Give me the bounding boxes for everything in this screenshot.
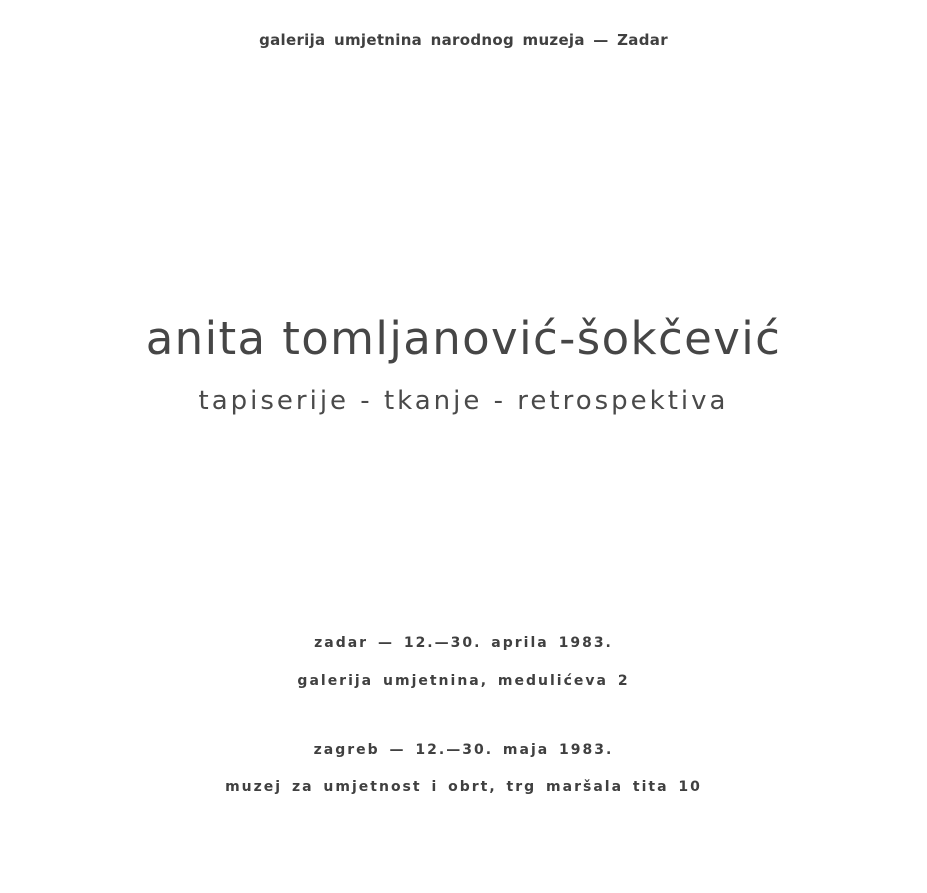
venue-zadar-address: galerija umjetnina, medulićeva 2 — [297, 673, 630, 689]
exhibition-subtitle: tapiserije - tkanje - retrospektiva — [198, 386, 729, 416]
venue-zagreb-dates: zagreb — 12.—30. maja 1983. — [313, 742, 614, 758]
artist-name: anita tomljanović-šokčević — [145, 312, 782, 365]
venue-zagreb-address: muzej za umjetnost i obrt, trg maršala tita 10 — [225, 779, 702, 795]
venue-zadar-dates: zadar — 12.—30. aprila 1983. — [314, 635, 613, 651]
institution-header: galerija umjetnina narodnog muzeja — Zadar — [259, 31, 668, 49]
